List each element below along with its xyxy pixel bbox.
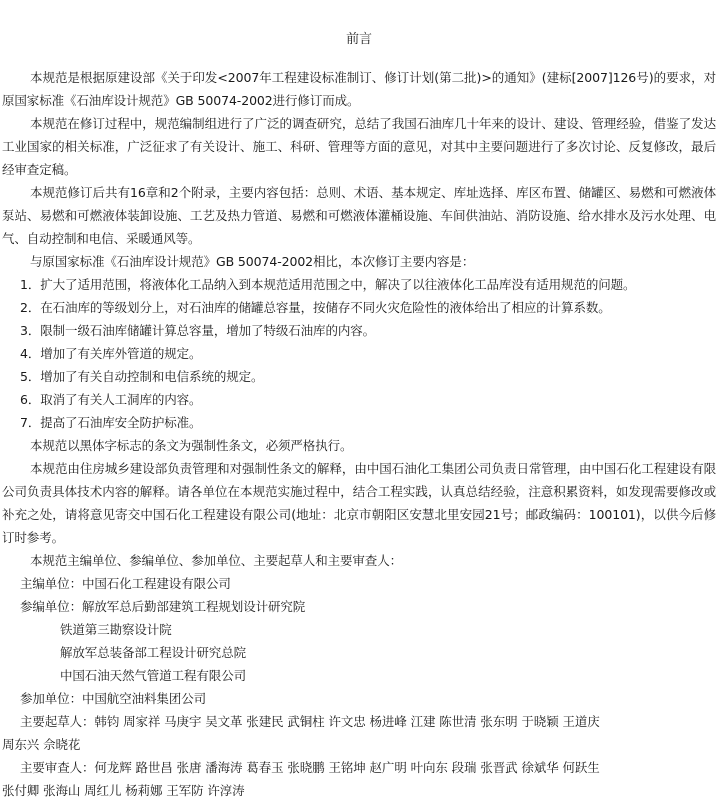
paragraph-origin: 本规范是根据原建设部《关于印发<2007年工程建设标准制订、修订计划(第二批)>的通知》(建标[2007]126号)的要求，对原国家标准《石油库设计规范》GB 50074-2002进行修订而成。 xyxy=(2,70,716,108)
reviewers-block xyxy=(2,756,716,802)
reviewers-tail: 张付卿 张海山 周红儿 杨莉娜 王军防 许淳涛 xyxy=(2,783,245,798)
list-item: 5．增加了有关自动控制和电信系统的规定。 xyxy=(20,369,264,384)
list-item: 4．增加了有关库外管道的规定。 xyxy=(20,346,202,361)
paragraph-process: 本规范在修订过程中，规范编制组进行了广泛的调查研究，总结了我国石油库几十年来的设计、建设、管理经验，借鉴了发达工业国家的相关标准，广泛征求了有关设计、施工、科研、管理等方面的意见，对其中主要问题进行了多次讨论、反复修改，最后经审查定稿。 xyxy=(2,116,716,177)
page-title: 前言 xyxy=(346,32,372,47)
paragraph-management: 本规范由住房城乡建设部负责管理和对强制性条文的解释，由中国石油化工集团公司负责日常管理，由中国石化工程建设有限公司负责具体技术内容的解释。请各单位在本规范实施过程中，结合工程实践，认真总结经验，注意积累资料，如发现需要修改或补充之处，请将意见寄交中国石化工程建设有限公司(地址：北京市朝阳区安慧北里安园21号；邮政编码：100101)，以供今后修订时参考。 xyxy=(2,461,716,545)
list-item: 3．限制一级石油库储罐计算总容量，增加了特级石油库的内容。 xyxy=(20,323,376,338)
paragraph-changes-intro: 与原国家标准《石油库设计规范》GB 50074-2002相比，本次修订主要内容是： xyxy=(30,254,475,269)
list-item: 2．在石油库的等级划分上，对石油库的储罐总容量，按储存不同火灾危险性的液体给出了相应的计算系数。 xyxy=(20,300,611,315)
participating-unit: 参加单位：中国航空油料集团公司 xyxy=(20,691,207,706)
co-unit-item: 铁道第三勘察设计院 xyxy=(60,622,172,637)
paragraph-mandatory: 本规范以黑体字标志的条文为强制性条文，必须严格执行。 xyxy=(30,438,353,453)
editor-unit: 主编单位：中国石化工程建设有限公司 xyxy=(20,576,231,591)
drafters-block xyxy=(2,710,716,756)
drafters-tail: 周东兴 佘晓花 xyxy=(2,737,81,752)
list-item: 1．扩大了适用范围，将液体化工品纳入到本规范适用范围之中，解决了以往液体化工品库没有适用规范的问题。 xyxy=(20,277,636,292)
co-unit-item: 解放军总装备部工程设计研究总院 xyxy=(60,645,247,660)
list-item: 6．取消了有关人工洞库的内容。 xyxy=(20,392,202,407)
drafters-lead: 主要起草人：韩钧 周家祥 马庚宇 吴文革 张建民 武铜柱 许文忠 杨进峰 江建 陈世清 张东明 于晓颖 王道庆 xyxy=(20,714,600,729)
paragraph-contents: 本规范修订后共有16章和2个附录，主要内容包括：总则、术语、基本规定、库址选择、库区布置、储罐区、易燃和可燃液体泵站、易燃和可燃液体装卸设施、工艺及热力管道、易燃和可燃液体灌桶设施、车间供油站、消防设施、给水排水及污水处理、电气、自动控制和电信、采暖通风等。 xyxy=(2,185,716,246)
reviewers-lead: 主要审查人：何龙辉 路世昌 张唐 潘海涛 葛春玉 张晓鹏 王铭坤 赵广明 叶向东 段瑞 张晋武 徐斌华 何跃生 xyxy=(20,760,600,775)
co-unit-item: 中国石油天然气管道工程有限公司 xyxy=(60,668,247,683)
paragraph-units-intro: 本规范主编单位、参编单位、参加单位、主要起草人和主要审查人： xyxy=(30,553,403,568)
changes-list xyxy=(2,273,716,434)
co-units-label: 参编单位：解放军总后勤部建筑工程规划设计研究院 xyxy=(20,599,306,614)
list-item: 7．提高了石油库安全防护标准。 xyxy=(20,415,202,430)
